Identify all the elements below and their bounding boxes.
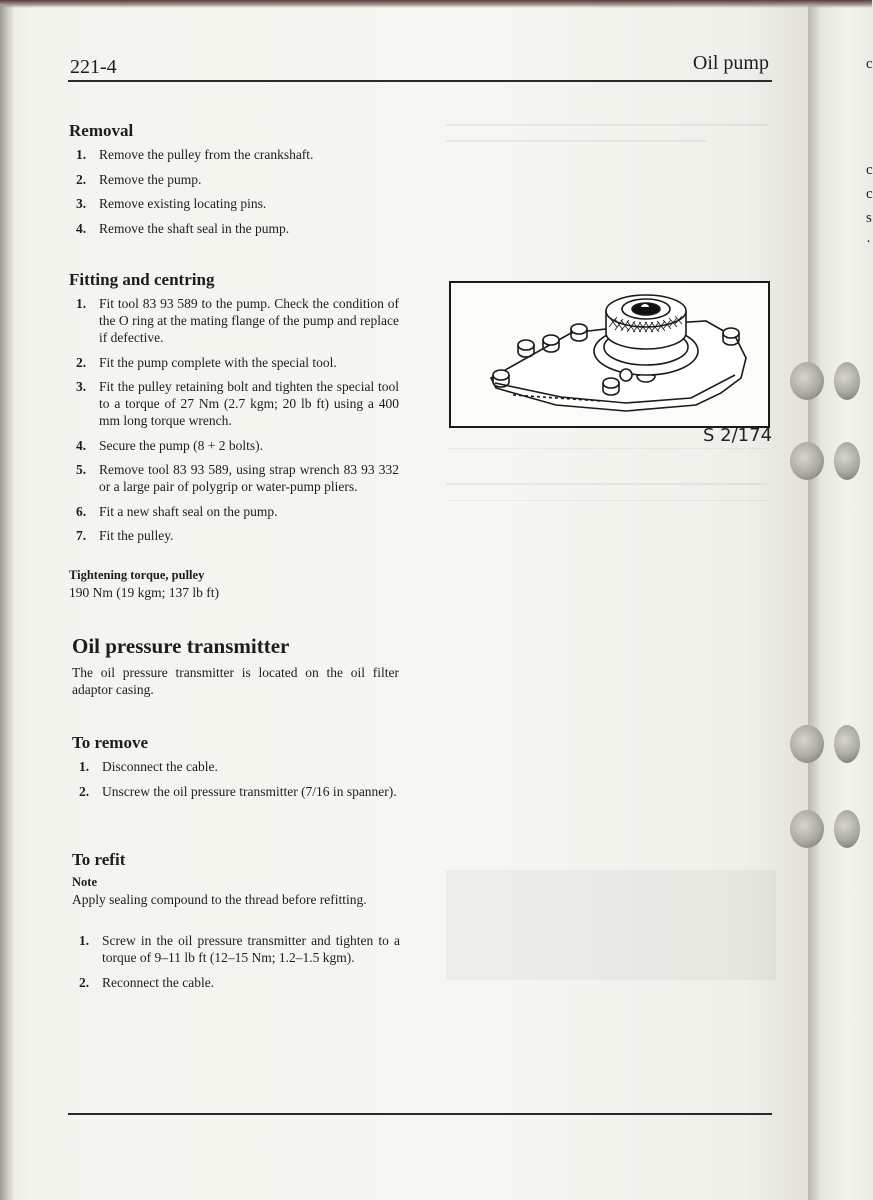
step-number: 2. [76,171,87,187]
step-text: Disconnect the cable. [102,759,218,774]
list-item [69,461,399,495]
adjacent-page-edge [808,0,872,1200]
note-text: Apply sealing compound to the thread before refitting. [72,892,367,907]
adjacent-page-text: c [866,186,873,202]
list-item [69,527,399,544]
refit-steps [72,932,400,998]
binder-hole [834,725,860,763]
binder-hole [834,810,860,848]
step-text: Reconnect the cable. [102,974,215,990]
step-text: Remove existing locating pins. [99,196,267,211]
list-item [69,195,399,212]
step-number: 3. [76,196,87,211]
oil-pump-with-tool-illustration-icon [451,283,768,426]
figure-caption: S 2/174 [703,425,773,446]
step-text: Remove the pulley from the crankshaft. [99,147,314,162]
step-text: Unscrew the oil pressure transmitter (7/16 in spanner). [102,783,397,799]
binder-hole [790,725,824,763]
step-number: 2. [79,783,90,799]
fitting-heading: Fitting and centring [69,270,215,289]
step-text: Fit a new shaft seal on the pump. [99,503,278,519]
step-number: 1. [79,933,90,948]
note-label: Note [72,875,97,889]
section-title: Oil pump [692,52,769,74]
step-text: Fit the pump complete with the special tool. [99,354,337,370]
list-item [69,503,399,520]
list-item [69,378,399,429]
step-number: 2. [76,354,87,370]
step-text: Fit tool 83 93 589 to the pump. Check the condition of the O ring at the mating flange of the pump and replace if defective. [99,296,399,345]
step-number: 1. [76,296,87,311]
list-item [69,146,399,163]
header-rule [68,80,772,82]
show-through-shadow [446,870,776,980]
step-number: 1. [76,147,87,162]
list-item [69,220,399,237]
step-number: 5. [76,462,87,477]
adjacent-page-text: · [866,234,871,250]
removal-heading: Removal [69,121,134,140]
binder-hole [790,442,824,480]
step-text: Remove the pump. [99,171,202,187]
step-text: Remove the shaft seal in the pump. [99,220,290,236]
transmitter-intro: The oil pressure transmitter is located on the oil filter adaptor casing. [72,665,399,697]
step-number: 3. [76,379,87,394]
step-number: 1. [79,759,90,774]
show-through-shadow [446,124,768,126]
step-number: 6. [76,503,87,519]
transmitter-heading: Oil pressure transmitter [72,634,290,658]
step-number: 4. [76,437,87,453]
oil-pump-figure [449,281,770,428]
list-item [72,758,400,775]
step-text: Secure the pump (8 + 2 bolts). [99,437,263,453]
binder-hole [790,362,824,400]
page-top-edge [0,0,872,8]
page-number: 221-4 [70,56,117,78]
list-item [69,171,399,188]
list-item [72,932,400,966]
step-number: 4. [76,220,87,236]
list-item [72,783,400,800]
page-binding-shadow [0,0,14,1200]
step-number: 2. [79,974,90,990]
footer-rule [68,1113,772,1115]
adjacent-page-text: s [866,210,872,226]
binder-hole [790,810,824,848]
list-item [69,295,399,346]
torque-value: 190 Nm (19 kgm; 137 lb ft) [69,585,219,600]
binder-hole [834,362,860,400]
to-refit-heading: To refit [72,850,126,869]
binder-hole [834,442,860,480]
step-text: Fit the pulley retaining bolt and tighten the special tool to a torque of 27 Nm (2.7 kgm; 20 lb ft) using a 400 mm long torque wrench. [99,379,399,428]
torque-label: Tightening torque, pulley [69,568,205,582]
removal-steps [69,146,399,244]
show-through-shadow [446,500,768,501]
step-text: Fit the pulley. [99,528,174,543]
adjacent-page-text: c [866,162,873,178]
step-text: Remove tool 83 93 589, using strap wrench 83 93 332 or a large pair of polygrip or water-pump pliers. [99,462,399,494]
to-remove-heading: To remove [72,733,149,752]
list-item [69,437,399,454]
show-through-shadow [446,140,706,142]
show-through-shadow [446,448,768,449]
list-item [72,974,400,991]
show-through-shadow [446,483,768,485]
remove-steps [72,758,400,807]
step-text: Screw in the oil pressure transmitter and tighten to a torque of 9–11 lb ft (12–15 Nm; 1.2–1.5 kgm). [102,933,400,965]
list-item [69,354,399,371]
step-number: 7. [76,528,87,543]
adjacent-page-text: c [866,56,873,72]
fitting-steps [69,295,399,552]
